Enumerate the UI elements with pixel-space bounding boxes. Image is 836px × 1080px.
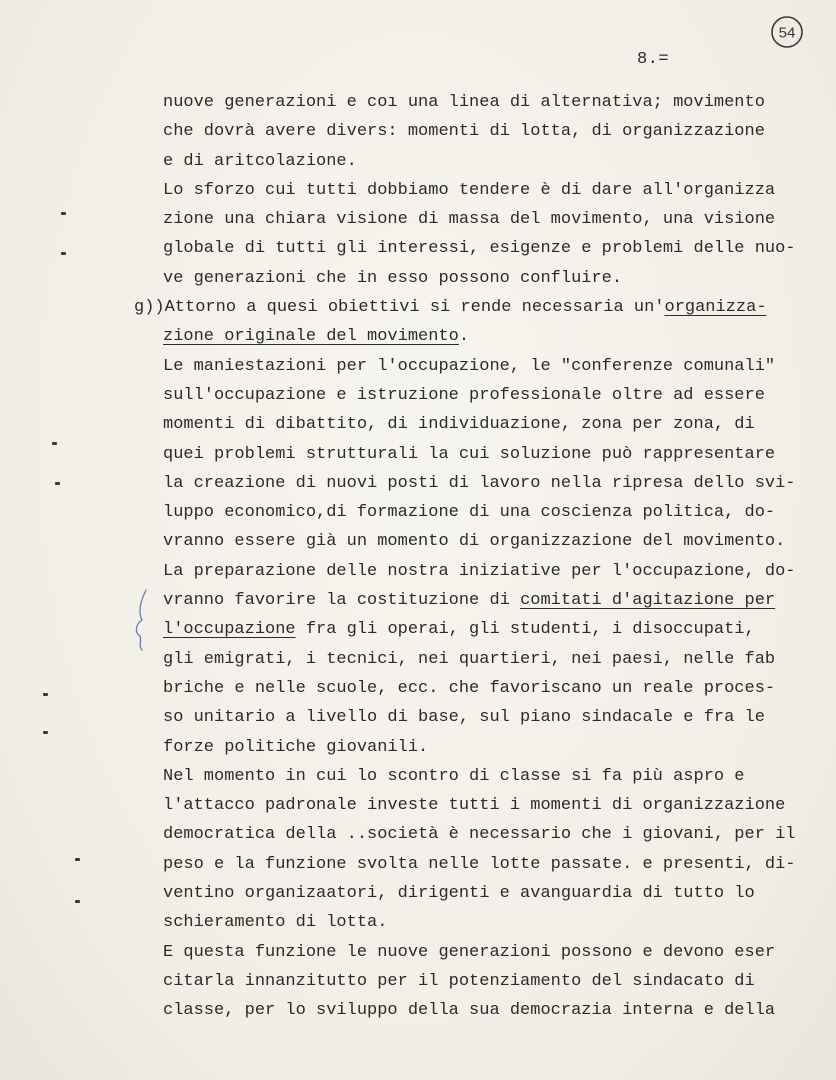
text-segment: schieramento di lotta. [163,913,388,933]
text-line [163,469,803,498]
underlined-text: comitati d'agitazione per [520,591,776,611]
text-segment: e di aritcolazione. [163,151,357,171]
text-line [163,234,803,263]
text-segment: vranno essere già un momento di organizzazione del movimento. [163,532,786,552]
underlined-text: zione originale del movimento [163,327,459,347]
text-segment: sull'occupazione e istruzione professionale oltre ad essere [163,385,765,405]
text-segment: E questa funzione le nuove generazioni possono e devono eser [163,942,776,962]
text-segment: so unitario a livello di base, sul piano sindacale e fra le [163,708,765,728]
text-line [163,645,803,674]
text-line [163,703,803,732]
text-line [163,733,803,762]
text-line [163,264,803,293]
text-line [163,527,803,556]
text-line [163,176,803,205]
text-line [163,762,803,791]
text-segment: zione una chiara visione di massa del movimento, una visione [163,210,776,230]
underlined-text: organizza- [664,298,767,318]
text-segment: . [458,327,470,347]
text-segment: g))Attorno a quesi obiettivi si rende necessaria un' [134,298,665,318]
text-segment: classe, per lo sviluppo della sua democrazia interna e della [163,1001,776,1021]
margin-mark [61,252,66,255]
text-segment: citarla innanzitutto per il potenziamento del sindacato di [163,971,755,991]
text-segment: ventino organizaatori, dirigenti e avanguardia di tutto lo [163,884,755,904]
pencil-margin-annotation [128,588,154,652]
margin-mark [75,858,80,861]
text-line [163,850,803,879]
typed-text-body [134,88,803,1026]
text-line [163,996,803,1025]
text-line [163,879,803,908]
text-line [163,410,803,439]
text-line [163,498,803,527]
text-segment: la creazione di nuovi posti di lavoro nella ripresa dello svi- [163,473,796,493]
text-line [163,322,803,351]
page-number: 8.= [637,50,670,69]
text-segment: forze politiche giovanili. [163,737,429,757]
text-line [163,908,803,937]
text-line [163,791,803,820]
text-segment: Lo sforzo cui tutti dobbiamo tendere è di dare all'organizza [163,180,776,200]
text-segment: luppo economico,di formazione di una coscienza politica, do- [163,503,776,523]
margin-mark [52,442,57,445]
margin-mark [43,693,48,696]
text-segment: Le maniestazioni per l'occupazione, le "conferenze comunali" [163,356,776,376]
text-line [163,88,803,117]
text-line [163,557,803,586]
text-segment: peso e la funzione svolta nelle lotte passate. e presenti, di- [163,854,796,874]
text-line [163,205,803,234]
text-segment: fra gli operai, gli studenti, i disoccupati, [295,620,755,640]
text-segment: Nel momento in cui lo scontro di classe si fa più aspro e [163,766,745,786]
text-line [163,352,803,381]
text-segment: gli emigrati, i tecnici, nei quartieri, nei paesi, nelle fab [163,649,776,669]
text-segment: democratica della ..società è necessario che i giovani, per il [163,825,796,845]
text-segment: nuove generazioni e coı una linea di alternativa; movimento [163,93,765,112]
text-line [163,967,803,996]
text-segment: vranno favorire la costituzione di [163,591,521,611]
text-segment: ve generazioni che in esso possono confluire. [163,268,623,288]
text-line [163,674,803,703]
text-segment: briche e nelle scuole, ecc. che favoriscano un reale proces- [163,678,776,698]
text-line [163,820,803,849]
archive-stamp-number: 54 [778,24,796,42]
text-line [163,147,803,176]
text-segment: che dovrà avere divers: momenti di lotta, di organizzazione [163,122,765,142]
text-line [163,440,803,469]
text-line [163,615,803,644]
text-line [163,117,803,146]
archive-stamp [769,14,805,50]
text-line [163,938,803,967]
text-segment: momenti di dibattito, di individuazione, zona per zona, di [163,415,755,435]
text-line [163,381,803,410]
underlined-text: l'occupazione [163,620,296,640]
text-segment: La preparazione delle nostra iniziative per l'occupazione, do- [163,561,796,581]
margin-mark [75,900,80,903]
text-segment: quei problemi strutturali la cui soluzione può rappresentare [163,444,776,464]
margin-mark [55,482,60,485]
text-line [163,586,803,615]
text-segment: globale di tutti gli interessi, esigenze e problemi delle nuo- [163,239,796,259]
text-line [134,293,803,322]
text-segment: l'attacco padronale investe tutti i momenti di organizzazione [163,796,786,816]
margin-mark [61,212,66,215]
margin-mark [43,731,48,734]
